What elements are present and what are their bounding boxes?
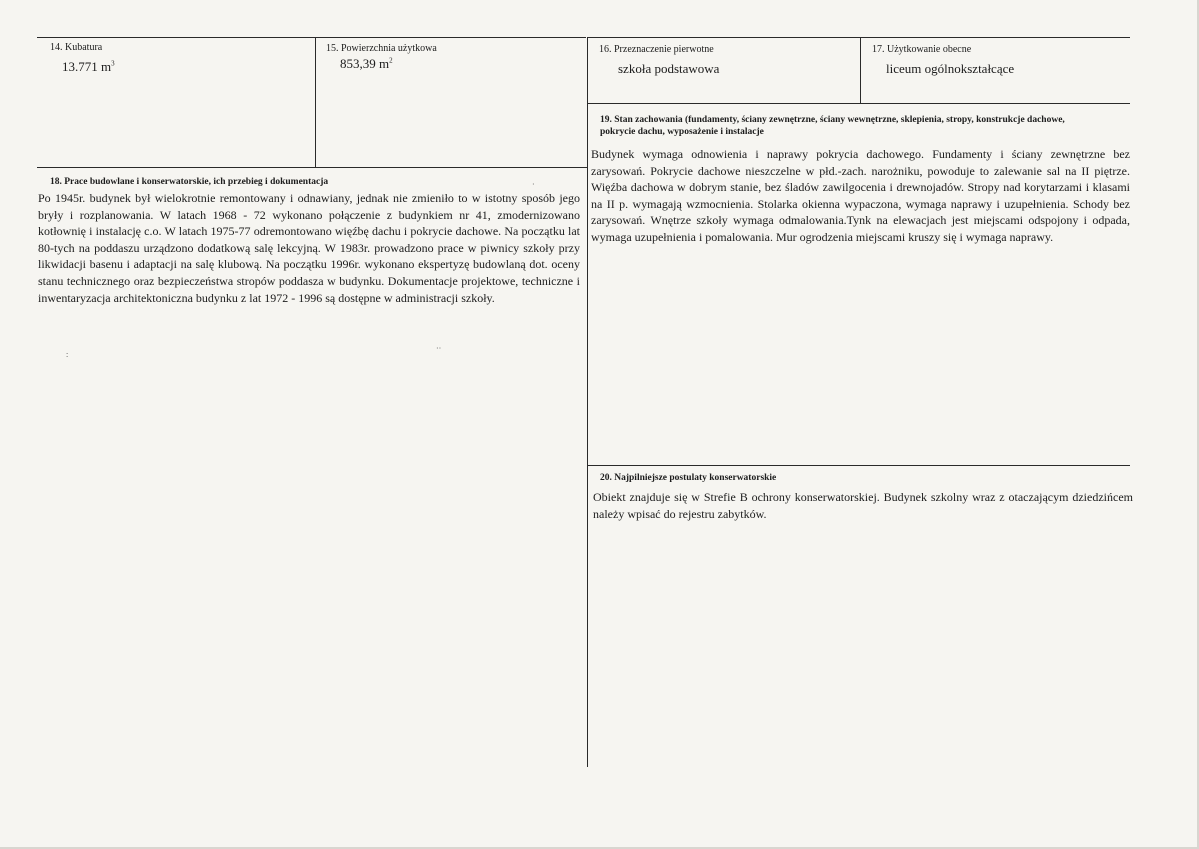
- field17-value: liceum ogólnokształcące: [886, 61, 1015, 76]
- field18-text: Po 1945r. budynek był wielokrotnie remontowany i odnawiany, jednak nie zmieniło to w istotny sposób jego bryły i rozplanowania. W latach 1968 - 72 wykonano połączenie z budynkiem nr 41, zmodernizowano kotłownię i instalację c.o. W latach 1975-77 odremontowano więźbę dachu i pokrycie dachowe. Na początku lat 80-tych na poddaszu urządzono dodatkową salę lekcyjną. W 1983r. prowadzono prace w piwnicy szkoły przy likwidacji basenu i adaptacji na salę klubową. Na początku 1996r. wykonano ekspertyzę budowlaną dot. oceny stanu technicznego oraz bezpieczeństwa stropów poddasza w budynku. Dokumentacje projektowe, techniczne i inwentaryzacja architektoniczna budynku z lat 1972 - 1996 są dostępne w administracji szkoły.: [38, 191, 580, 305]
- field15-value-text: 853,39 m: [340, 56, 390, 71]
- rule-above-20: [587, 465, 1130, 466]
- top-rule-right: [587, 37, 1130, 38]
- field18-label: 18. Prace budowlane i konserwatorskie, ich przebieg i dokumentacja: [50, 177, 329, 187]
- field14-label: 14. Kubatura: [50, 42, 103, 53]
- top-rule-left: [37, 37, 586, 38]
- field14-value-text: 13.771 m: [62, 59, 112, 74]
- field17-label: 17. Użytkowanie obecne: [872, 44, 972, 55]
- field19-label: 19. Stan zachowania (fundamenty, ściany zewnętrzne, ściany wewnętrzne, sklepienia, stropy, konstrukcje dachowe, pokrycie dachu, wyposażenie i instalacje: [600, 115, 1065, 137]
- field19-text: Budynek wymaga odnowienia i naprawy pokrycia dachowego. Fundamenty i ściany zewnętrzne bez zarysowań. Pokrycie dachowe nieszczelne w płd.-zach. narożniku, powoduje to zalewanie sal na II piętrze. Więźba dachowa w dobrym stanie, bez śladów zawilgocenia i drewnojadów. Stropy nad korytarzami i klasami na II p. wymagają wzmocnienia. Stolarka okienna wypaczona, wymaga naprawy i uzupełnienia. Schody bez zarysowań. Wnętrze szkoły wymaga odmalowania.Tynk na elewacjach jest miejscami odspojony i odpada, wymaga uzupełnienia i pomalowania. Mur ogrodzenia miejscami kruszy się i wymaga naprawy.: [591, 147, 1130, 244]
- rule-above-18: [37, 167, 587, 168]
- field16-value: szkoła podstawowa: [618, 61, 720, 76]
- field15-unit-sup: 2: [389, 56, 393, 65]
- field15-value: [340, 56, 393, 72]
- field20-label: 20. Najpilniejsze postulaty konserwatorskie: [600, 473, 777, 483]
- field14-unit-sup: 3: [111, 59, 115, 68]
- field20-text: Obiekt znajduje się w Strefie B ochrony konserwatorskiej. Budynek szkolny wraz z otaczającym dziedzińcem należy wpisać do rejestru zabytków.: [593, 490, 1133, 521]
- divider-14-15: [315, 37, 316, 167]
- field16-label: 16. Przeznaczenie pierwotne: [599, 44, 714, 55]
- field14-value: [62, 59, 115, 75]
- scan-speck: :: [66, 350, 69, 359]
- field15-label: 15. Powierzchnia użytkowa: [326, 43, 437, 54]
- scan-speck: ·: [532, 180, 535, 189]
- scan-speck: ··: [436, 344, 442, 353]
- rule-under-16-17: [587, 103, 1130, 104]
- divider-16-17: [860, 37, 861, 103]
- center-divider: [587, 37, 588, 767]
